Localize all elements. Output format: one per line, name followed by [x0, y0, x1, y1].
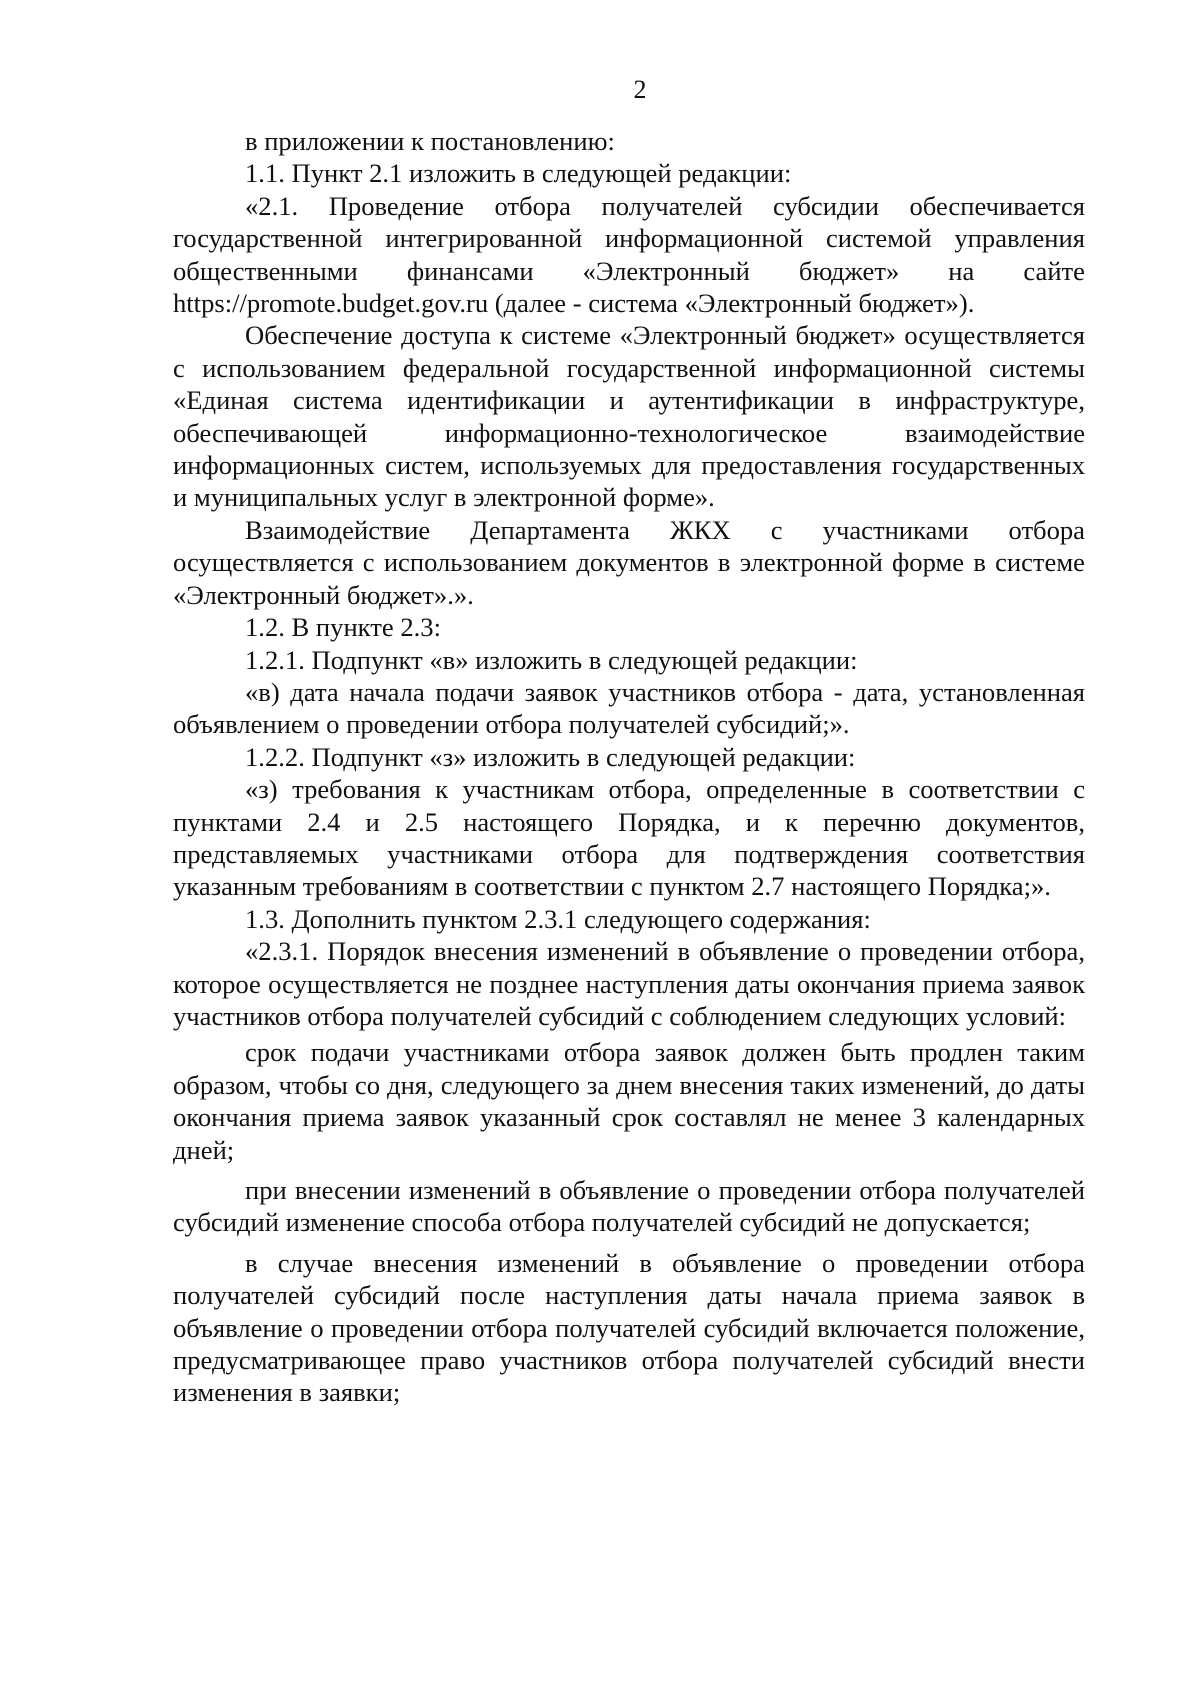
paragraph: 1.1. Пункт 2.1 изложить в следующей редакции:: [245, 158, 792, 189]
paragraph: в случае внесения изменений в объявление о проведении отбора получателей субсидий после наступления даты начала приема заявок в объявление о проведении отбора получателей субсидий включается положение, предусматривающее право участников отбора получателей субсидий внести изменения в заявки;: [173, 1247, 1085, 1408]
paragraph: «2.3.1. Порядок внесения изменений в объявление о проведении отбора, которое осуществляется не позднее наступления даты окончания приема заявок участников отбора получателей субсидий с соблюдением следующих условий:: [173, 936, 1085, 1031]
paragraph: 1.2.2. Подпункт «з» изложить в следующей редакции:: [245, 741, 856, 772]
page-number: 2: [633, 75, 647, 104]
paragraph: 1.2.1. Подпункт «в» изложить в следующей редакции:: [245, 644, 858, 675]
paragraph: 1.3. Дополнить пунктом 2.3.1 следующего содержания:: [245, 903, 871, 934]
paragraph: «в) дата начала подачи заявок участников отбора - дата, установленная объявлением о проведении отбора получателей субсидий;».: [173, 676, 1085, 740]
paragraph: при внесении изменений в объявление о проведении отбора получателей субсидий изменение способа отбора получателей субсидий не допускается;: [173, 1175, 1085, 1238]
paragraph: 1.2. В пункте 2.3:: [245, 612, 441, 643]
paragraph: «2.1. Проведение отбора получателей субсидии обеспечивается государственной интегрированной информационной системой управления общественными финансами «Электронный бюджет» на сайте https://promote.budget.gov.ru (далее - система «Электронный бюджет»).: [173, 190, 1085, 319]
paragraph: Взаимодействие Департамента ЖКХ с участниками отбора осуществляется с использованием документов в электронной форме в системе «Электронный бюджет».».: [173, 514, 1085, 610]
paragraph: «з) требования к участникам отбора, определенные в соответствии с пунктами 2.4 и 2.5 настоящего Порядка, и к перечню документов, представляемых участниками отбора для подтверждения соответствия указанным требованиям в соответствии с пунктом 2.7 настоящего Порядка;».: [173, 774, 1085, 902]
paragraph: Обеспечение доступа к системе «Электронный бюджет» осуществляется с использованием федеральной государственной информационной системы «Единая система идентификации и аутентификации в инфраструктуре, обеспечивающей информационно-технологическое взаимодействие информационных систем, используемых для предоставления государственных и муниципальных услуг в электронной форме».: [173, 320, 1085, 513]
document-body: [173, 125, 1085, 1409]
paragraph: срок подачи участниками отбора заявок должен быть продлен таким образом, чтобы со дня, следующего за днем внесения таких изменений, до даты окончания приема заявок указанный срок составлял не менее 3 календарных дней;: [173, 1037, 1085, 1165]
paragraph: в приложении к постановлению:: [245, 126, 615, 156]
